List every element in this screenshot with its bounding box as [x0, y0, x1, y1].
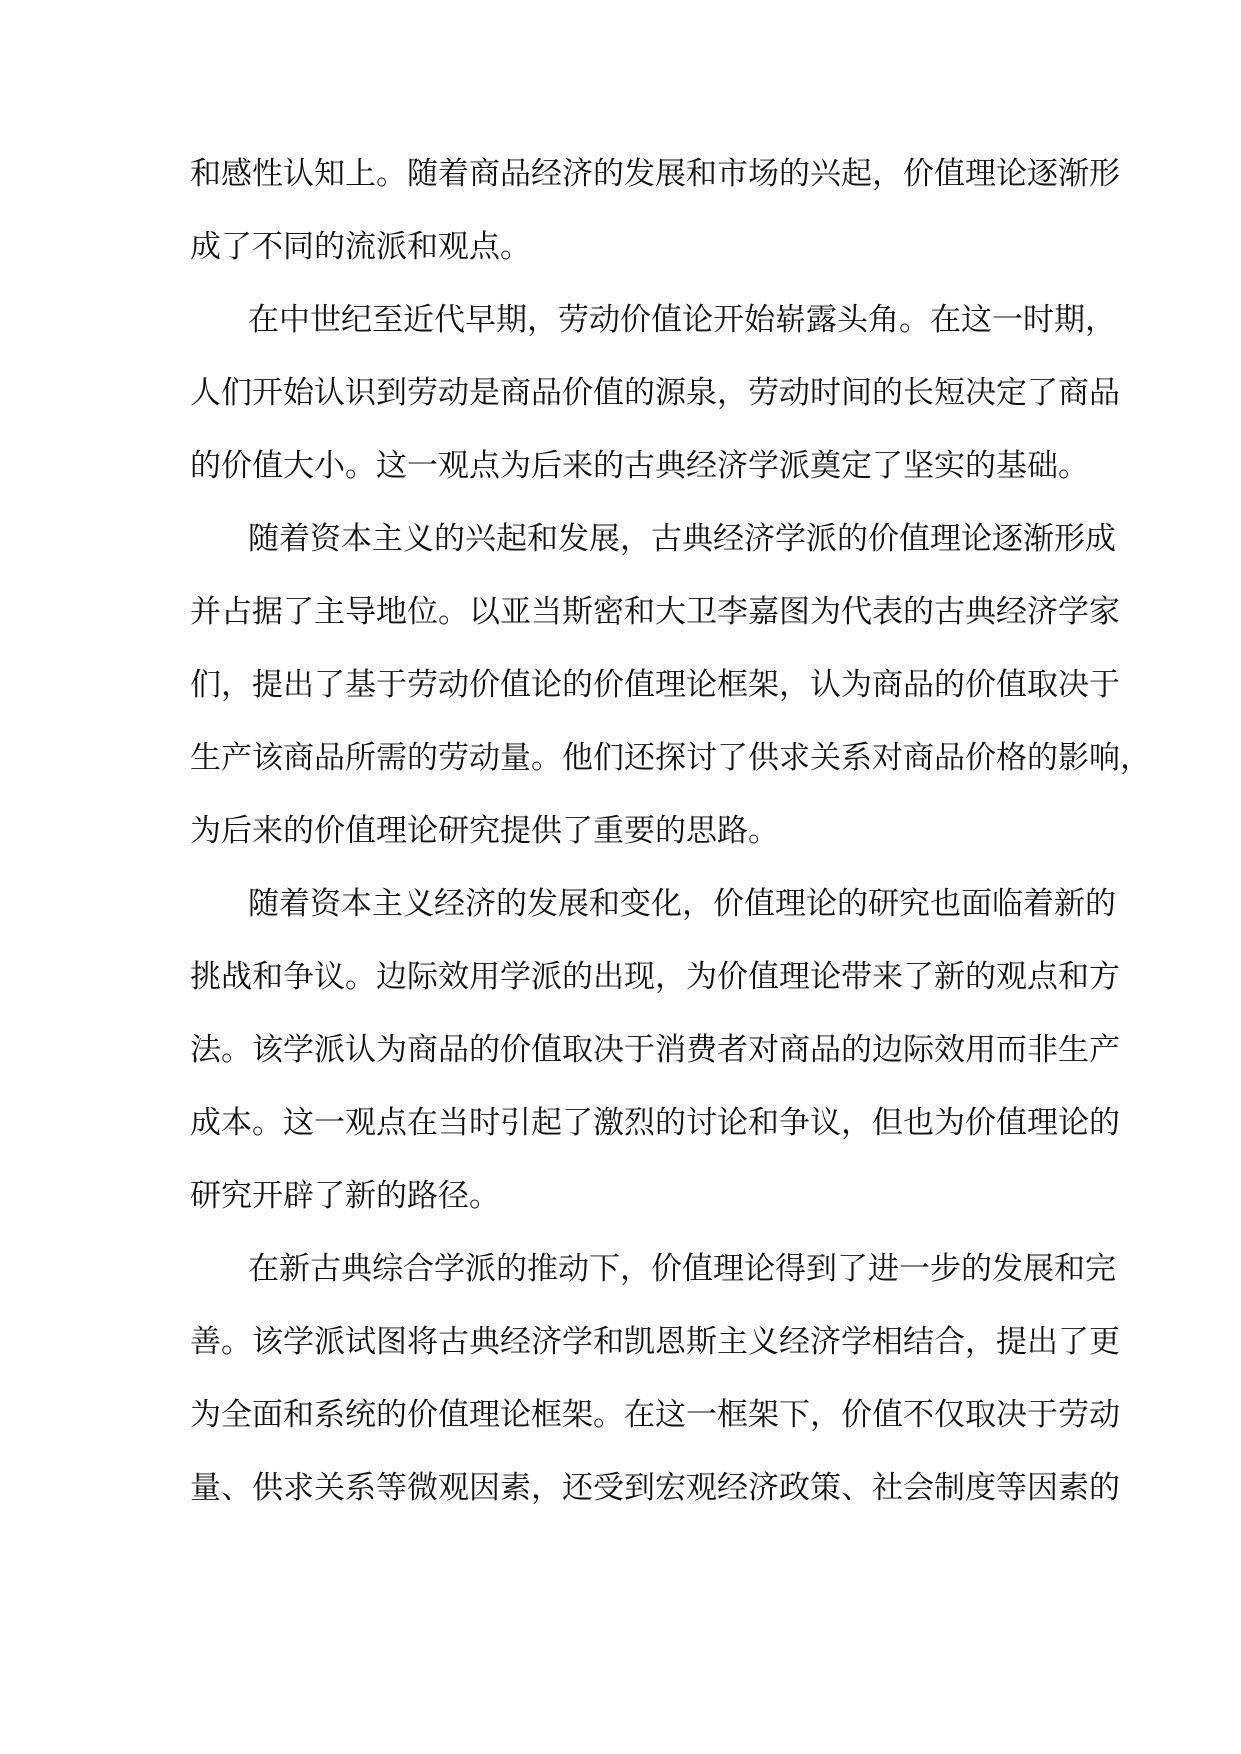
paragraph	[190, 1233, 1120, 1525]
text-line: 人们开始认识到劳动是商品价值的源泉，劳动时间的长短决定了商品	[190, 375, 1120, 411]
text-line: 并占据了主导地位。以亚当斯密和大卫李嘉图为代表的古典经济学家	[190, 594, 1120, 630]
text-line: 善。该学派试图将古典经济学和凯恩斯主义经济学相结合，提出了更	[190, 1324, 1120, 1360]
paragraph	[190, 503, 1151, 868]
body-text	[190, 138, 1151, 1525]
text-line: 随着资本主义的兴起和发展，古典经济学派的价值理论逐渐形成	[248, 521, 1116, 557]
text-line: 和感性认知上。随着商品经济的发展和市场的兴起，价值理论逐渐形	[190, 156, 1120, 192]
paragraph	[190, 868, 1120, 1233]
text-line: 成本。这一观点在当时引起了激烈的讨论和争议，但也为价值理论的	[190, 1105, 1120, 1141]
text-line: 为全面和系统的价值理论框架。在这一框架下，价值不仅取决于劳动	[190, 1397, 1120, 1433]
text-line: 挑战和争议。边际效用学派的出现，为价值理论带来了新的观点和方	[190, 959, 1120, 995]
paragraph	[190, 138, 1120, 284]
text-line: 随着资本主义经济的发展和变化，价值理论的研究也面临着新的	[248, 886, 1116, 922]
text-line: 在中世纪至近代早期，劳动价值论开始崭露头角。在这一时期，	[248, 302, 1116, 338]
text-line: 法。该学派认为商品的价值取决于消费者对商品的边际效用而非生产	[190, 1032, 1120, 1068]
paragraph	[190, 284, 1120, 503]
text-line: 们，提出了基于劳动价值论的价值理论框架，认为商品的价值取决于	[190, 667, 1120, 703]
text-line: 为后来的价值理论研究提供了重要的思路。	[190, 813, 779, 849]
text-line: 生产该商品所需的劳动量。他们还探讨了供求关系对商品价格的影响，	[190, 740, 1151, 776]
text-line: 成了不同的流派和观点。	[190, 229, 531, 265]
text-line: 研究开辟了新的路径。	[190, 1178, 500, 1214]
text-line: 量、供求关系等微观因素，还受到宏观经济政策、社会制度等因素的	[190, 1470, 1120, 1506]
text-line: 的价值大小。这一观点为后来的古典经济学派奠定了坚实的基础。	[190, 448, 1089, 484]
text-line: 在新古典综合学派的推动下，价值理论得到了进一步的发展和完	[248, 1251, 1116, 1287]
